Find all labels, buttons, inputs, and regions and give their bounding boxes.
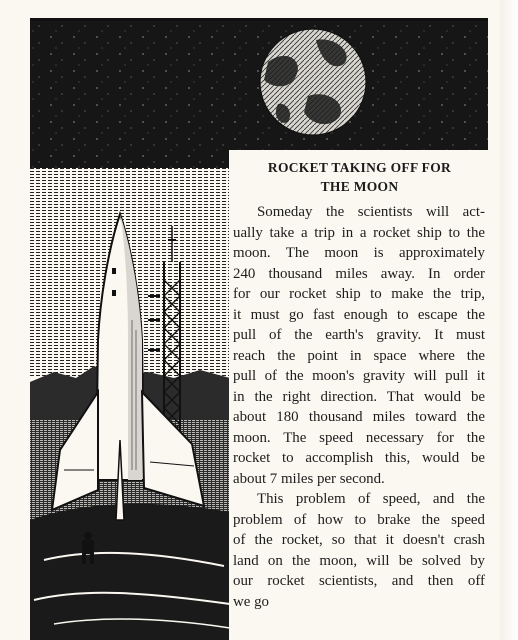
text-line: we go [233, 593, 269, 610]
text-line: ually take a trip in a rocket ship to the [233, 224, 485, 241]
article-body [233, 202, 485, 610]
text-line: rocket to accomplish this, would be [233, 450, 485, 466]
text-line: about 7 miles per second. [233, 470, 385, 487]
text-line: of the rocket, so that it doesn't crash [233, 532, 485, 548]
text-line: problem of how to brake the speed [233, 511, 485, 528]
text-line: about 180 thousand miles toward the [233, 409, 485, 425]
title-line: THE MOON [320, 179, 399, 194]
text-line: 240 thousand miles away. In order [233, 265, 485, 282]
article-title [229, 150, 490, 196]
text-line: Someday the scientists will act- [257, 204, 485, 220]
article-panel [229, 150, 490, 640]
text-line: moon. The moon is approximately [233, 245, 485, 261]
title-line: ROCKET TAKING OFF FOR [267, 160, 452, 175]
text-line: our rocket scientists, and then off [233, 573, 485, 589]
text-line: pull of the earth's gravity. It must [233, 327, 485, 343]
text-line: in the right direction. That would be [233, 388, 485, 405]
text-line: for our rocket ship to make the trip, [233, 286, 485, 302]
text-line: pull of the moon's gravity will pull it [233, 368, 485, 384]
paragraph [233, 489, 485, 610]
text-line: This problem of speed, and the [257, 491, 485, 507]
text-line: reach the point in space where the [233, 347, 485, 364]
earth-globe-icon [260, 29, 366, 135]
page-edge [500, 0, 518, 640]
text-line: land on the moon, will be solved by [233, 552, 485, 569]
paragraph [233, 202, 485, 489]
night-sky [30, 18, 488, 168]
text-line: it must go fast enough to escape the [233, 306, 485, 323]
text-line: moon. The speed necessary for the [233, 429, 485, 446]
